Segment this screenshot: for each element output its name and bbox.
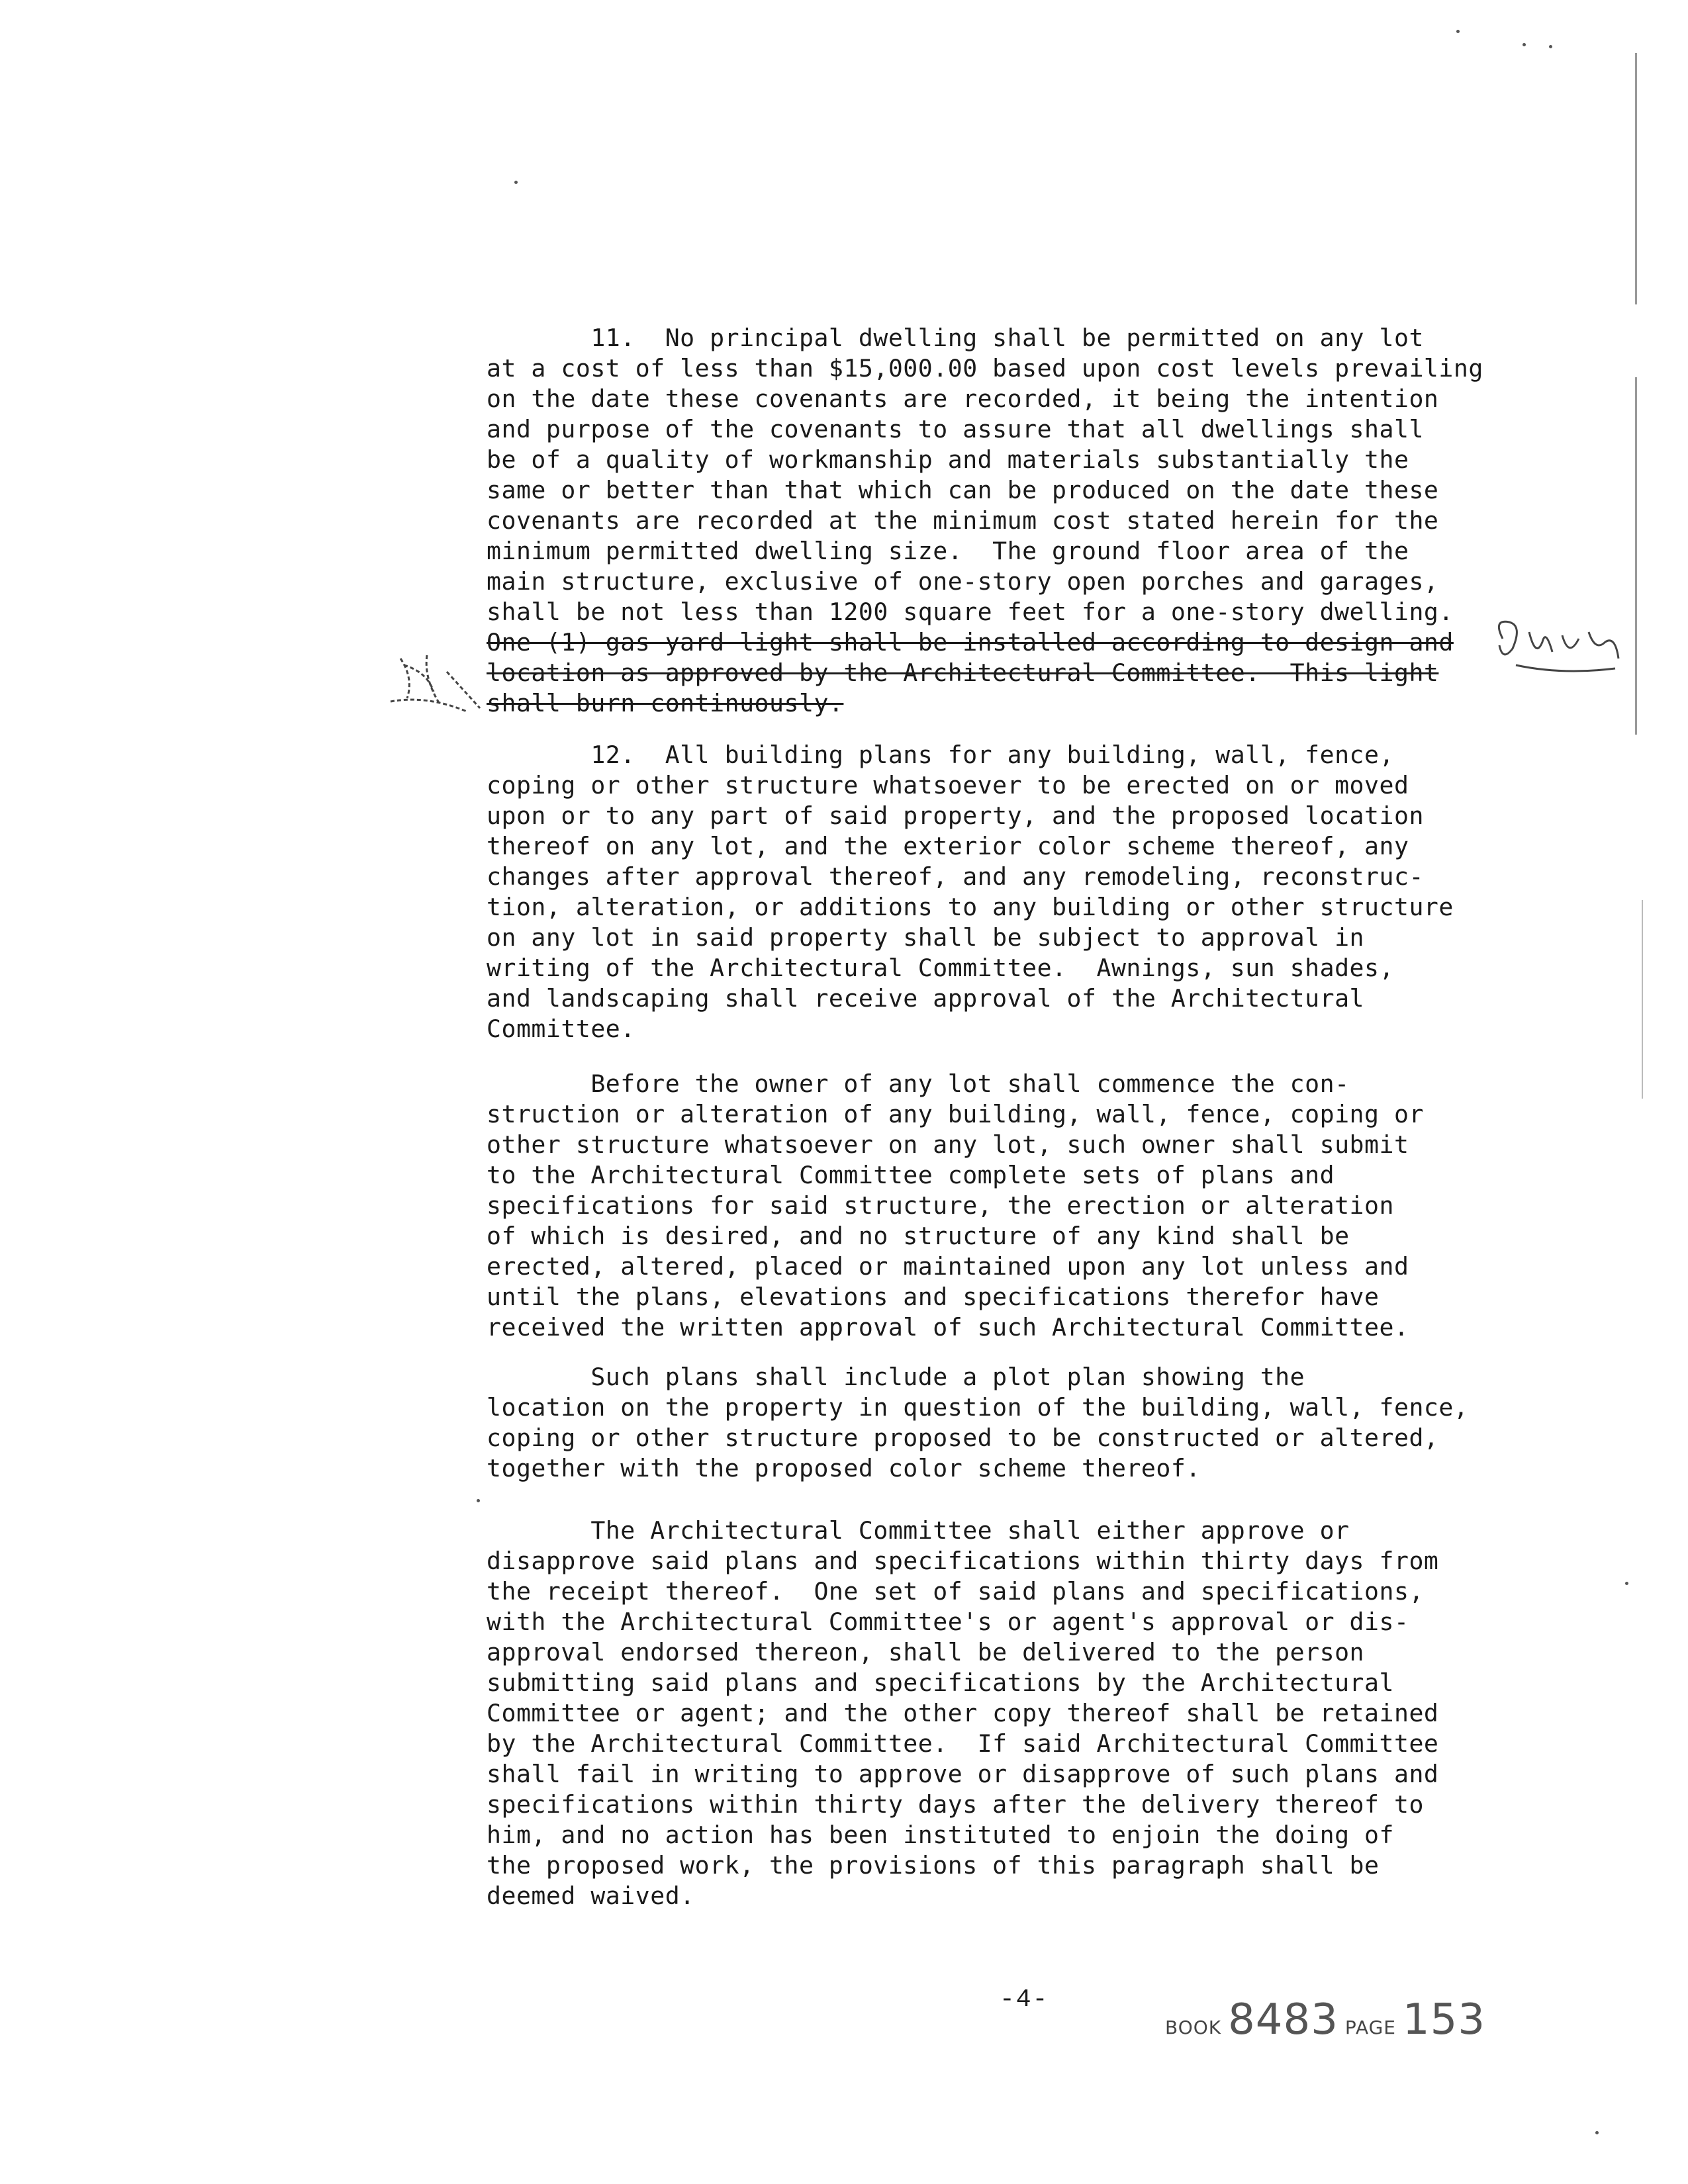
p12b-line: Before the owner of any lot shall commence the con-	[487, 1069, 1350, 1098]
p12d-line: deemed waived.	[487, 1882, 695, 1910]
scan-speck	[1523, 43, 1526, 46]
p12d-line: by the Architectural Committee. If said Architectural Committee	[487, 1729, 1439, 1758]
p12b-line: struction or alteration of any building, wall, fence, coping or	[487, 1100, 1424, 1128]
struck-line: shall burn continuously.	[487, 689, 844, 717]
p12-line: writing of the Architectural Committee. Awnings, sun shades,	[487, 954, 1394, 982]
p12d-line: disapprove said plans and specifications within thirty days from	[487, 1547, 1439, 1575]
p12-line: changes after approval thereof, and any remodeling, reconstruc-	[487, 862, 1424, 891]
scan-speck	[477, 1499, 480, 1502]
scan-speck	[1456, 30, 1460, 33]
handwritten-initials-right	[1489, 612, 1622, 685]
p12c-line: Such plans shall include a plot plan showing the	[487, 1363, 1305, 1391]
recording-stamp	[1165, 1995, 1485, 2044]
p12b-line: of which is desired, and no structure of any kind shall be	[487, 1222, 1350, 1250]
p12-line: coping or other structure whatsoever to be erected on or moved	[487, 771, 1409, 799]
p12-line: 12. All building plans for any building, wall, fence,	[487, 741, 1394, 769]
p12d-line: the receipt thereof. One set of said plans and specifications,	[487, 1577, 1424, 1606]
p11-line: at a cost of less than $15,000.00 based upon cost levels prevailing	[487, 354, 1483, 383]
p12d-line: shall fail in writing to approve or disapprove of such plans and	[487, 1760, 1439, 1788]
scan-speck	[1595, 2131, 1599, 2134]
paragraph-committee-approval	[487, 1516, 1572, 1911]
page-label: PAGE	[1344, 2017, 1396, 2038]
p11-line: covenants are recorded at the minimum cost stated herein for the	[487, 506, 1439, 535]
p11-line: 11. No principal dwelling shall be permitted on any lot	[487, 324, 1424, 352]
p12-line: thereof on any lot, and the exterior color scheme thereof, any	[487, 832, 1409, 860]
p12b-line: erected, altered, placed or maintained upon any lot unless and	[487, 1252, 1409, 1281]
p12d-line: approval endorsed thereon, shall be delivered to the person	[487, 1638, 1365, 1666]
p12b-line: until the plans, elevations and specifications therefor have	[487, 1283, 1380, 1311]
p12-line: and landscaping shall receive approval of the Architectural	[487, 984, 1365, 1013]
p12b-line: other structure whatsoever on any lot, such owner shall submit	[487, 1130, 1409, 1159]
p12d-line: The Architectural Committee shall either approve or	[487, 1516, 1350, 1545]
paragraph-12	[487, 740, 1572, 1044]
p12c-line: location on the property in question of the building, wall, fence,	[487, 1393, 1469, 1422]
p12d-line: submitting said plans and specifications by the Architectural	[487, 1668, 1394, 1697]
p12-line: tion, alteration, or additions to any building or other structure	[487, 893, 1454, 921]
p12d-line: Committee or agent; and the other copy thereof shall be retained	[487, 1699, 1439, 1727]
paragraph-before-owner	[487, 1069, 1572, 1343]
p12b-line: received the written approval of such Architectural Committee.	[487, 1313, 1409, 1342]
p12d-line: him, and no action has been instituted to enjoin the doing of	[487, 1821, 1394, 1849]
scan-edge-right-middle	[1635, 377, 1637, 735]
page-number: -4-	[1000, 1985, 1049, 2014]
scan-edge-right-top	[1635, 53, 1637, 304]
struck-line: One (1) gas yard light shall be installed according to design and	[487, 628, 1454, 657]
p11-line: main structure, exclusive of one-story open porches and garages,	[487, 567, 1439, 596]
p12-line: on any lot in said property shall be subject to approval in	[487, 923, 1365, 952]
p12c-line: coping or other structure proposed to be constructed or altered,	[487, 1424, 1439, 1452]
p11-line: shall be not less than 1200 square feet for a one-story dwelling.	[487, 598, 1454, 626]
p11-line: same or better than that which can be produced on the date these	[487, 476, 1439, 504]
p12d-line: with the Architectural Committee's or agent's approval or dis-	[487, 1608, 1409, 1636]
p12d-line: specifications within thirty days after the delivery thereof to	[487, 1790, 1424, 1819]
scan-speck	[514, 181, 518, 184]
p11-line: be of a quality of workmanship and materials substantially the	[487, 445, 1409, 474]
page-value: 153	[1402, 1995, 1486, 2044]
p12b-line: specifications for said structure, the erection or alteration	[487, 1191, 1394, 1220]
paragraph-11	[487, 323, 1572, 719]
p12d-line: the proposed work, the provisions of this paragraph shall be	[487, 1851, 1380, 1880]
book-label: BOOK	[1165, 2017, 1222, 2038]
handwritten-initials-left	[387, 645, 487, 718]
scan-speck	[1625, 1582, 1628, 1585]
p11-line: minimum permitted dwelling size. The ground floor area of the	[487, 537, 1409, 565]
p11-line: and purpose of the covenants to assure that all dwellings shall	[487, 415, 1424, 443]
paragraph-such-plans	[487, 1362, 1572, 1484]
book-number: 8483	[1228, 1995, 1338, 2044]
p11-line: on the date these covenants are recorded, it being the intention	[487, 385, 1439, 413]
p12b-line: to the Architectural Committee complete sets of plans and	[487, 1161, 1335, 1189]
scan-edge-right-lower	[1642, 900, 1643, 1099]
scan-speck	[1549, 45, 1552, 48]
p12c-line: together with the proposed color scheme thereof.	[487, 1454, 1201, 1482]
struck-line: location as approved by the Architectural Committee. This light	[487, 659, 1439, 687]
p12-line: Committee.	[487, 1015, 635, 1043]
p12-line: upon or to any part of said property, and the proposed location	[487, 801, 1424, 830]
